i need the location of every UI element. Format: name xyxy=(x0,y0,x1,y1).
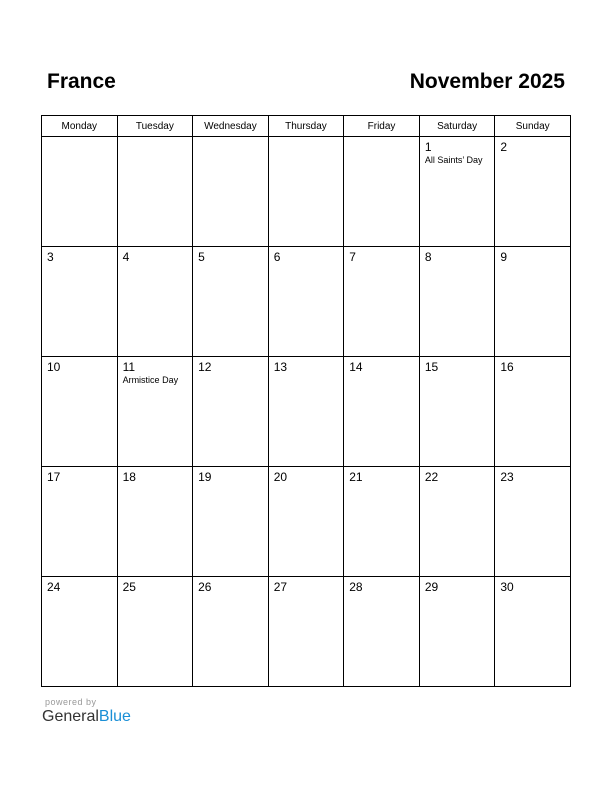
week-row xyxy=(42,357,571,467)
holiday-label xyxy=(42,594,117,595)
day-number: 20 xyxy=(273,470,288,484)
day-number: 25 xyxy=(122,580,136,594)
day-cell xyxy=(193,467,269,577)
holiday-label xyxy=(193,140,268,141)
holiday-label xyxy=(495,264,570,265)
holiday-label xyxy=(344,140,419,141)
holiday-label xyxy=(495,594,570,595)
day-number: 29 xyxy=(424,580,439,594)
holiday-label xyxy=(420,374,495,375)
holiday-label xyxy=(118,264,193,265)
day-cell xyxy=(419,137,495,247)
day-cell xyxy=(42,467,118,577)
holiday-label xyxy=(118,140,193,141)
day-number: 19 xyxy=(198,470,212,484)
holiday-label xyxy=(344,594,419,595)
day-number: 2 xyxy=(500,140,508,154)
calendar-grid xyxy=(41,115,571,687)
generalblue-logo xyxy=(42,708,131,726)
day-cell xyxy=(344,247,420,357)
weekday-header: Wednesday xyxy=(193,116,269,137)
day-cell xyxy=(419,467,495,577)
week-row xyxy=(42,247,571,357)
day-cell xyxy=(117,137,193,247)
powered-by-text: powered by xyxy=(45,697,97,707)
week-row xyxy=(42,577,571,687)
week-row xyxy=(42,137,571,247)
day-cell xyxy=(193,247,269,357)
day-cell xyxy=(268,357,344,467)
holiday-label xyxy=(344,484,419,485)
day-number: 24 xyxy=(47,580,61,594)
day-cell xyxy=(193,577,269,687)
holiday-label xyxy=(193,594,268,595)
day-number: 27 xyxy=(273,580,288,594)
weekday-header: Thursday xyxy=(268,116,344,137)
day-number: 22 xyxy=(424,470,439,484)
day-cell xyxy=(42,357,118,467)
day-cell xyxy=(419,577,495,687)
day-cell xyxy=(495,247,571,357)
day-cell xyxy=(42,247,118,357)
holiday-label xyxy=(420,594,495,595)
holiday-label xyxy=(42,264,117,265)
weekday-header: Sunday xyxy=(495,116,571,137)
holiday-label xyxy=(269,484,344,485)
holiday-label xyxy=(42,140,117,141)
holiday-label xyxy=(42,374,117,375)
holiday-label xyxy=(495,374,570,375)
day-number: 10 xyxy=(47,360,61,374)
day-number: 11 xyxy=(122,360,136,374)
holiday-label xyxy=(344,264,419,265)
day-number: 13 xyxy=(273,360,288,374)
day-cell xyxy=(268,137,344,247)
holiday-label xyxy=(344,374,419,375)
day-cell xyxy=(495,357,571,467)
day-cell xyxy=(117,467,193,577)
day-number: 21 xyxy=(349,470,363,484)
holiday-label xyxy=(193,374,268,375)
day-number: 8 xyxy=(424,250,432,264)
holiday-label xyxy=(118,594,193,595)
day-cell xyxy=(344,137,420,247)
day-number: 6 xyxy=(273,250,281,264)
day-number: 5 xyxy=(198,250,205,264)
day-cell xyxy=(117,357,193,467)
day-number: 17 xyxy=(47,470,61,484)
holiday-label xyxy=(269,140,344,141)
day-number: 16 xyxy=(500,360,514,374)
day-cell xyxy=(495,137,571,247)
day-number: 4 xyxy=(122,250,130,264)
holiday-label xyxy=(420,264,495,265)
weekday-header: Saturday xyxy=(419,116,495,137)
holiday-label xyxy=(495,154,570,155)
weekday-header: Tuesday xyxy=(117,116,193,137)
month-title: November 2025 xyxy=(409,70,565,93)
day-number: 30 xyxy=(500,580,514,594)
day-cell xyxy=(42,577,118,687)
day-cell xyxy=(344,467,420,577)
day-cell xyxy=(268,467,344,577)
day-cell xyxy=(193,137,269,247)
holiday-label xyxy=(42,484,117,485)
day-cell xyxy=(117,577,193,687)
logo-text-general: General xyxy=(42,708,99,725)
holiday-label xyxy=(193,264,268,265)
holiday-label xyxy=(495,484,570,485)
day-number: 1 xyxy=(424,140,432,154)
day-number: 26 xyxy=(198,580,212,594)
day-number: 3 xyxy=(47,250,54,264)
holiday-label xyxy=(420,484,495,485)
holiday-label xyxy=(193,484,268,485)
holiday-label xyxy=(118,484,193,485)
day-cell xyxy=(117,247,193,357)
day-cell xyxy=(42,137,118,247)
day-number: 9 xyxy=(500,250,508,264)
day-number: 15 xyxy=(424,360,439,374)
weekday-header-row xyxy=(42,116,571,137)
day-cell xyxy=(344,357,420,467)
day-cell xyxy=(344,577,420,687)
day-cell xyxy=(419,357,495,467)
day-cell xyxy=(495,577,571,687)
holiday-label: Armistice Day xyxy=(122,375,179,385)
day-number: 23 xyxy=(500,470,514,484)
logo-text-blue: Blue xyxy=(98,708,131,725)
day-number: 12 xyxy=(198,360,212,374)
day-cell xyxy=(268,247,344,357)
holiday-label xyxy=(269,594,344,595)
day-number: 7 xyxy=(349,250,356,264)
day-cell xyxy=(495,467,571,577)
weekday-header: Friday xyxy=(344,116,420,137)
day-number: 28 xyxy=(349,580,363,594)
holiday-label xyxy=(269,374,344,375)
day-cell xyxy=(193,357,269,467)
holiday-label: All Saints’ Day xyxy=(424,155,483,165)
day-number: 14 xyxy=(349,360,363,374)
day-number: 18 xyxy=(122,470,136,484)
week-row xyxy=(42,467,571,577)
weekday-header: Monday xyxy=(42,116,118,137)
day-cell xyxy=(419,247,495,357)
day-cell xyxy=(268,577,344,687)
holiday-label xyxy=(269,264,344,265)
country-title: France xyxy=(47,70,116,93)
